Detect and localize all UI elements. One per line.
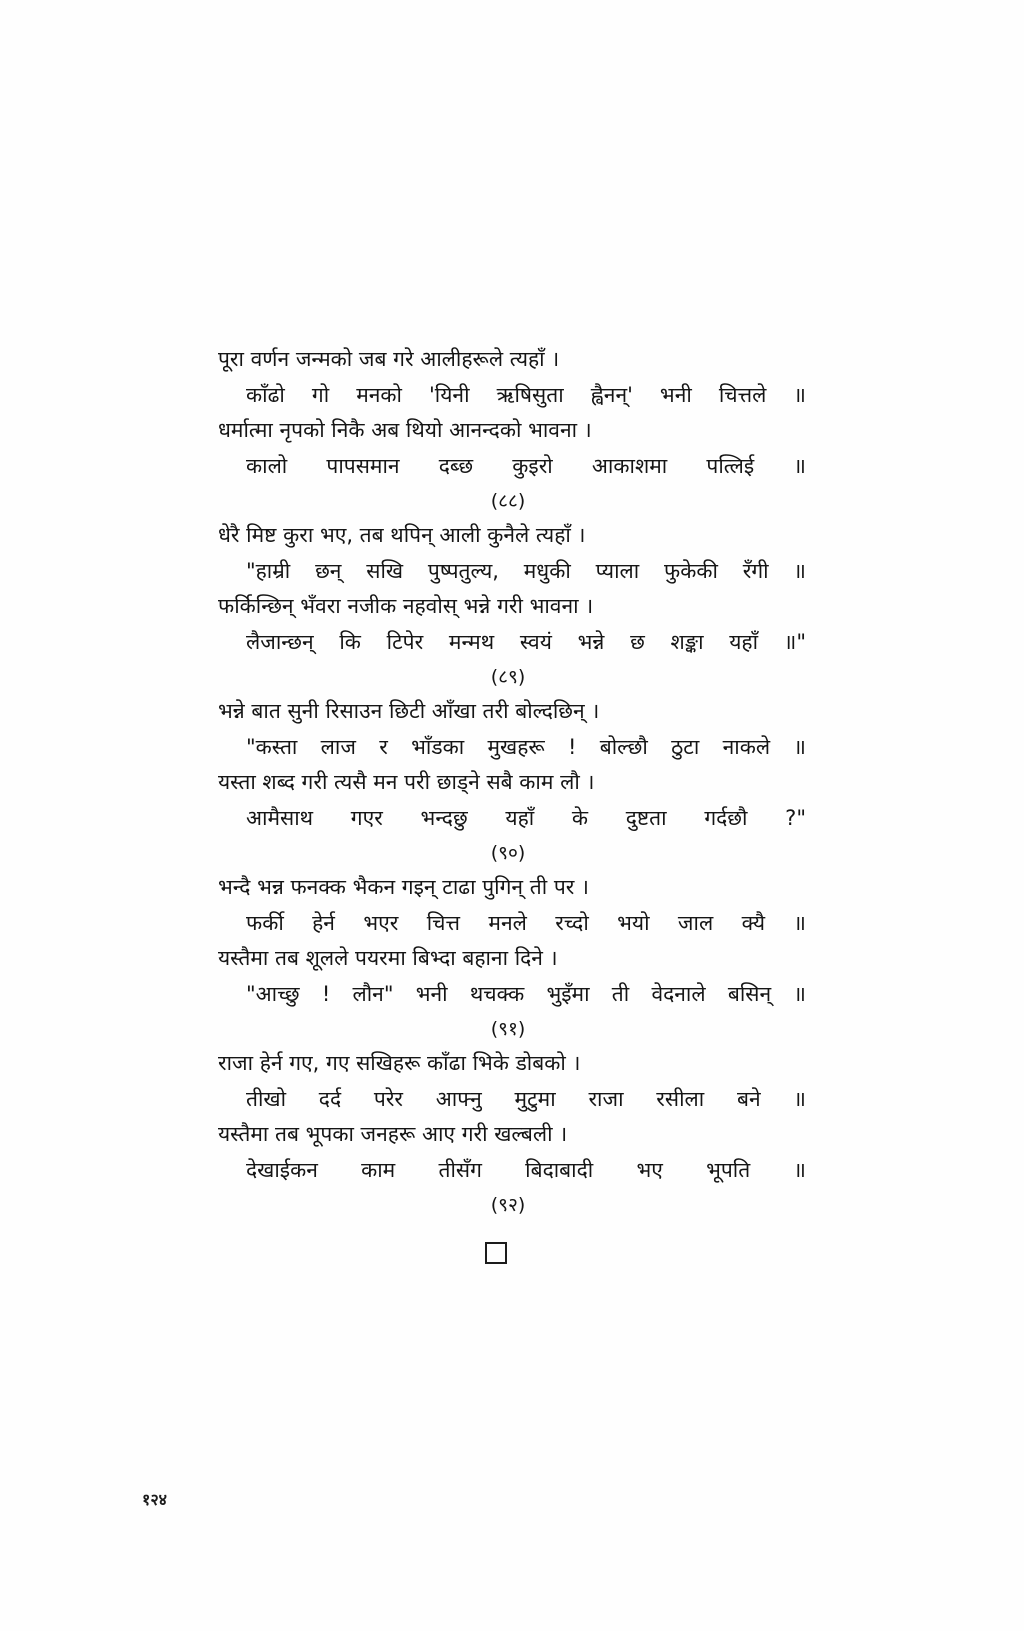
verse-line: फर्किन्छिन् भँवरा नजीक नहवोस् भन्ने गरी भावना । (218, 594, 594, 618)
verse-line: फर्की हेर्न भएर चित्त मनले रच्दो भयो जाल क्यै ॥ (246, 910, 806, 935)
verse-number: (८९) (490, 666, 526, 688)
verse-number: (९०) (490, 842, 526, 864)
verse-line: धर्मात्मा नृपको निकै अब थियो आनन्दको भावना । (218, 418, 592, 442)
verse-line: आमैसाथ गएर भन्दछु यहाँ के दुष्टता गर्दछौ ?" (246, 805, 806, 830)
verse-line: पूरा वर्णन जन्मको जब गरे आलीहरूले त्यहाँ । (218, 347, 560, 371)
verse-number: (९२) (490, 1194, 526, 1216)
verse-line: यस्तैमा तब भूपका जनहरू आए गरी खल्बली । (218, 1122, 568, 1146)
verse-line: "हाम्री छन् सखि पुष्पतुल्य, मधुकी प्याला फुकेकी रँगी ॥ (246, 558, 806, 583)
verse-line: भन्दै भन्न फनक्क भैकन गइन् टाढा पुगिन् ती पर । (218, 875, 589, 899)
verse-line: कालो पापसमान दब्छ कुइरो आकाशमा पत्लिई ॥ (246, 453, 806, 478)
page-number: १२४ (142, 1490, 167, 1509)
end-square-icon (485, 1242, 507, 1264)
verse-line: भन्ने बात सुनी रिसाउन छिटी आँखा तरी बोल्दछिन् । (218, 699, 600, 723)
stanza-92 (218, 1046, 818, 1222)
stanza-89 (218, 518, 818, 694)
verse-line: काँढो गो मनको 'यिनी ऋषिसुता ह्वैनन्' भनी चित्तले ॥ (246, 382, 806, 407)
verse-line: लैजान्छन् कि टिपेर मन्मथ स्वयं भन्ने छ शङ्का यहाँ ॥" (246, 629, 806, 654)
verse-line: "कस्ता लाज र भाँडका मुखहरू ! बोल्छौ ठुटा नाकले ॥ (246, 734, 806, 759)
verse-line: धेरै मिष्ट कुरा भए, तब थपिन् आली कुनैले त्यहाँ । (218, 523, 586, 547)
verse-line: यस्तैमा तब शूलले पयरमा बिभ्दा बहाना दिने । (218, 946, 558, 970)
stanza-88 (218, 342, 818, 518)
verse-line: देखाईकन काम तीसँग बिदाबादी भए भूपति ॥ (246, 1157, 806, 1182)
verse-number: (९१) (490, 1018, 526, 1040)
verse-number: (८८) (490, 490, 526, 512)
verse-line: तीखो दर्द परेर आफ्नु मुटुमा राजा रसीला बने ॥ (246, 1086, 806, 1111)
verse-line: राजा हेर्न गए, गए सखिहरू काँढा भिके डोबको । (218, 1051, 581, 1075)
verse-line: "आच्छु ! लौन" भनी थचक्क भुइँमा ती वेदनाले बसिन् ॥ (246, 981, 806, 1006)
stanza-90 (218, 694, 818, 870)
verse-line: यस्ता शब्द गरी त्यसै मन परी छाड्ने सबै काम लौ । (218, 770, 595, 794)
poem-text-block (218, 342, 818, 1222)
stanza-91 (218, 870, 818, 1046)
